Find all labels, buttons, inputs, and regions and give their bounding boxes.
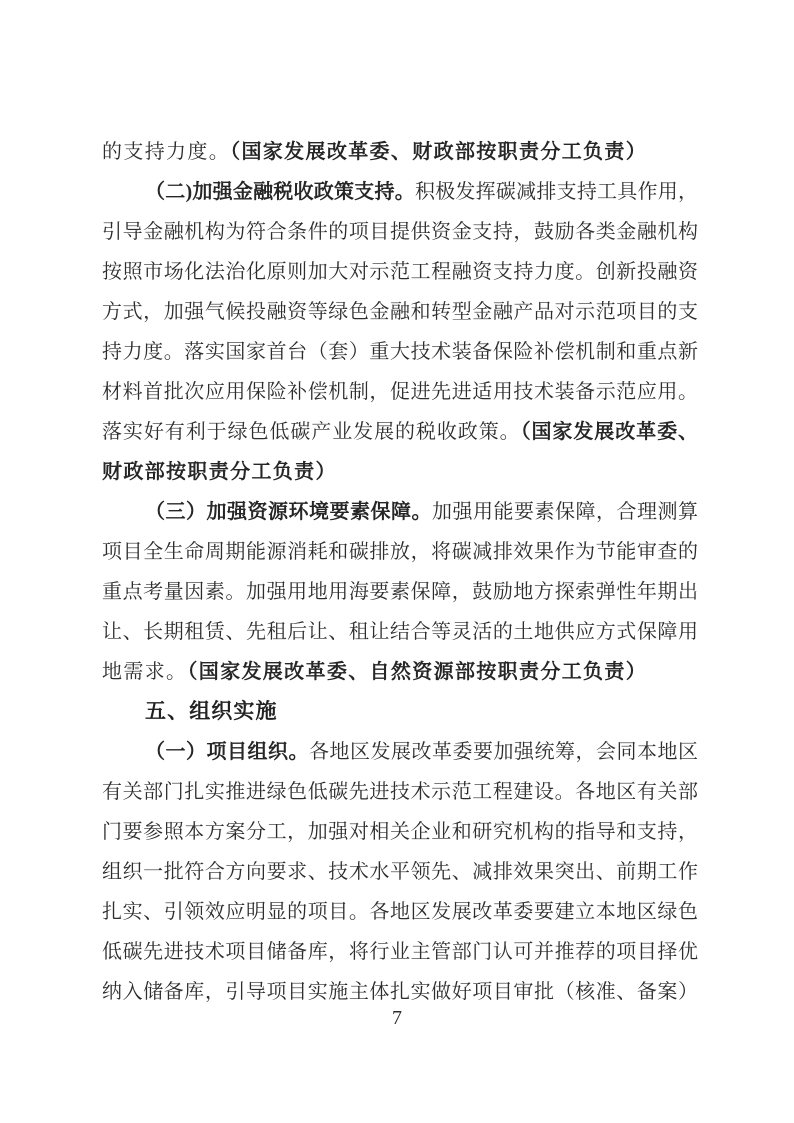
text-line xyxy=(102,332,698,372)
body-text: 有关部门扎实推进绿色低碳先进技术示范工程建设。各地区有关部 xyxy=(102,781,698,803)
responsibility-attribution: （国家发展改革委、自然资源部按职责分工负责） xyxy=(187,661,648,683)
text-line xyxy=(102,612,698,652)
text-line xyxy=(102,772,698,812)
body-text: 各地区发展改革委要加强统筹，会同本地区 xyxy=(309,741,698,763)
document-text-block xyxy=(102,132,698,1012)
body-text: 引导金融机构为符合条件的项目提供资金支持，鼓励各类金融机构 xyxy=(102,221,698,243)
text-line xyxy=(102,932,698,972)
text-line xyxy=(102,532,698,572)
body-text: 落实好有利于绿色低碳产业发展的税收政策。 xyxy=(102,421,521,443)
body-text: 项目全生命周期能源消耗和碳排放，将碳减排效果作为节能审查的 xyxy=(102,541,698,563)
body-text: 组织一批符合方向要求、技术水平领先、减排效果突出、前期工作 xyxy=(102,861,698,883)
body-text: 让、长期租赁、先租后让、租让结合等灵活的土地供应方式保障用 xyxy=(102,621,698,643)
body-text: 积极发挥碳减排支持工具作用， xyxy=(414,181,698,203)
body-text: 纳入储备库，引导项目实施主体扎实做好项目审批（核准、备案） xyxy=(102,981,698,1003)
body-text: 的支持力度。 xyxy=(102,141,231,163)
body-text: 持力度。落实国家首台（套）重大技术装备保险补偿机制和重点新 xyxy=(102,341,698,363)
text-line xyxy=(102,172,698,212)
responsibility-attribution: （国家发展改革委、财政部按职责分工负责） xyxy=(230,141,648,163)
section-heading: 五、组织实施 xyxy=(145,700,278,723)
text-line xyxy=(102,572,698,612)
body-text: 加强用能要素保障，合理测算 xyxy=(432,501,698,523)
body-text: 低碳先进技术项目储备库，将行业主管部门认可并推荐的项目择优 xyxy=(102,941,698,963)
responsibility-attribution: 财政部按职责分工负责） xyxy=(102,461,337,483)
page-number: 7 xyxy=(392,1007,402,1029)
body-text: 重点考量因素。加强用地用海要素保障，鼓励地方探索弹性年期出 xyxy=(102,581,698,603)
responsibility-attribution: （国家发展改革委、 xyxy=(520,421,699,443)
text-line xyxy=(102,732,698,772)
text-line xyxy=(102,252,698,292)
body-text: 门要参照本方案分工，加强对相关企业和研究机构的指导和支持， xyxy=(102,821,698,843)
body-text: 方式，加强气候投融资等绿色金融和转型金融产品对示范项目的支 xyxy=(102,301,698,323)
body-text: 地需求。 xyxy=(102,661,188,683)
text-line xyxy=(102,412,698,452)
paragraph-lead: （三）加强资源环境要素保障。 xyxy=(145,501,432,523)
text-line xyxy=(102,372,698,412)
text-line xyxy=(102,292,698,332)
text-line xyxy=(102,692,698,732)
paragraph-lead: （二)加强金融税收政策支持。 xyxy=(145,181,415,203)
body-text: 材料首批次应用保险补偿机制，促进先进适用技术装备示范应用。 xyxy=(102,381,698,403)
text-line xyxy=(102,892,698,932)
text-line xyxy=(102,132,698,172)
text-line xyxy=(102,492,698,532)
text-line xyxy=(102,812,698,852)
text-line xyxy=(102,652,698,692)
text-line xyxy=(102,852,698,892)
body-text: 按照市场化法治化原则加大对示范工程融资支持力度。创新投融资 xyxy=(102,261,698,283)
text-line xyxy=(102,212,698,252)
body-text: 扎实、引领效应明显的项目。各地区发展改革委要建立本地区绿色 xyxy=(102,901,698,923)
paragraph-lead: （一）项目组织。 xyxy=(145,741,309,763)
text-line xyxy=(102,452,698,492)
